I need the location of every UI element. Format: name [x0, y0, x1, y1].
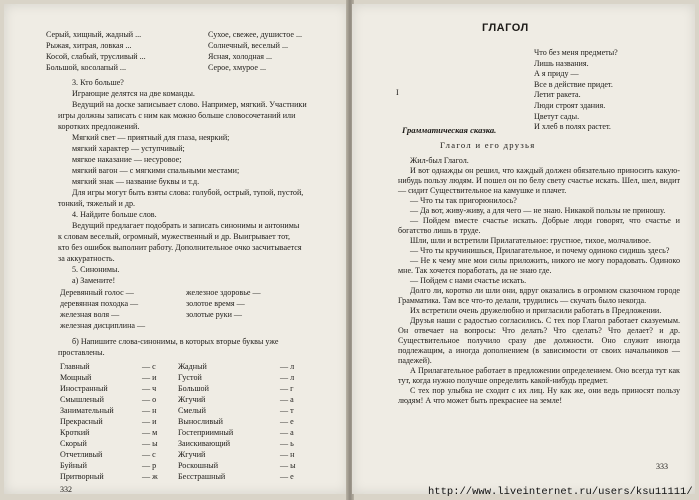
poem-line: Все в действие придет. [534, 79, 613, 89]
page-number-left: 332 [60, 485, 72, 494]
replace-right: железное здоровье — [186, 288, 261, 297]
story-paragraph: Долго ли, коротко ли шли они, вдруг оказались в огромном сказочном городе Грамматика. Там все что-то делали, трудились — скучать было некогда. [398, 286, 680, 305]
story-paragraph: С тех пор улыбка не сходит с их лиц. Ну как же, они ведь приносят пользу людям! А что может быть прекраснее на земле! [398, 386, 680, 405]
text-line: тонкий, тяжелый и др. [58, 199, 136, 208]
text-line: Играющие делятся на две команды. [72, 89, 195, 98]
synonym-row: Кроткий — м Гостеприимный — а [60, 428, 294, 437]
story-paragraph: Их встретили очень дружелюбно и пригласили работать в Предложении. [410, 306, 662, 315]
story-paragraph: — Пойдем вместе счастье искать. Добрые люди говорят, что счастье и богатство лишь в труде. [398, 216, 680, 235]
pair-right: Серое, хмурое ... [208, 63, 267, 72]
synonym-row: Занимательный — н Смелый — т [60, 406, 294, 415]
pair-left: Рыжая, хитрая, ловкая ... [46, 41, 132, 50]
heading-5a: а) Замените! [72, 276, 116, 285]
synonym-row: Скорый — ы Заискивающий — ь [60, 439, 294, 448]
replace-right: золотое время — [186, 299, 245, 308]
poem-line: Люди строят здания. [534, 100, 606, 110]
page-title: ГЛАГОЛ [482, 22, 529, 34]
text-line: к словам веселый, огромный, мужественный и др. Выигрывает тот, [58, 232, 290, 241]
text-line: мягкое наказание — несуровое; [72, 155, 182, 164]
pair-right: Ясная, холодная ... [208, 52, 273, 61]
synonym-row: Мощный — и Густой — л [60, 373, 295, 382]
synonym-row: Смышленый — о Жгучий — а [60, 395, 294, 404]
text-line: Мягкий свет — приятный для глаза, неяркий; [72, 133, 230, 142]
synonym-row: Прекрасный — и Выносливый — е [60, 417, 294, 426]
poem-line: И хлеб в полях растет. [534, 122, 611, 132]
story-paragraph: — Да вот, живу-живу, а для чего — не знаю. Никакой пользы не приношу. [410, 206, 666, 215]
watermark-url: http://www.liveinternet.ru/users/ksu11111/ [428, 486, 693, 498]
poem-line: Что без меня предметы? [534, 48, 618, 57]
synonym-row: Буйный — р Роскошный — ы [60, 461, 296, 470]
pair-left: Серый, хищный, жадный ... [46, 30, 142, 39]
story-paragraph: А Прилагательное работает в предложении определением. Оно всегда тут как тут, когда нужно получше определить какой-нибудь предмет. [398, 366, 680, 385]
synonym-row: Иностранный — ч Большой — г [60, 384, 294, 393]
poem-line: Лишь названия. [534, 58, 589, 68]
story-text [398, 156, 680, 406]
text-line: за аккуратность. [58, 254, 115, 263]
story-paragraph: — Что ты так пригорюнилось? [410, 196, 517, 205]
pair-left: Косой, слабый, трусливый ... [46, 52, 146, 61]
text-line: мягкий знак — название буквы и т.д. [72, 177, 200, 186]
replace-left: железная воля — [60, 310, 120, 319]
pair-right: Солнечный, веселый ... [208, 41, 289, 50]
subtitle-tale: Грамматическая сказка. [402, 125, 497, 135]
story-paragraph: Жил-был Глагол. [410, 156, 469, 165]
text-line: коротких предложений. [58, 122, 140, 131]
heading-5: 5. Синонимы. [72, 265, 120, 274]
text-line: Для игры могут быть взяты слова: голубой, острый, тупой, пустой, [72, 188, 304, 197]
text-line: мягкий характер — уступчивый; [72, 144, 185, 153]
text-line: Ведущий предлагает подобрать и записать синонимы и антонимы [72, 221, 300, 230]
story-paragraph: Шли, шли и встретили Прилагательное: грустное, тихое, молчаливое. [410, 236, 651, 245]
poem [534, 48, 618, 133]
subtitle-story: Глагол и его друзья [440, 140, 536, 150]
text-line: Ведущий на доске записывает слово. Например, мягкий. Участники [72, 100, 307, 109]
poem-line: Цветут сады. [534, 111, 580, 121]
story-paragraph: — Что ты кручинишься, Прилагательное, и почему одиноко сидишь здесь? [410, 246, 670, 255]
heading-3: 3. Кто больше? [72, 78, 124, 87]
synonym-row: Главный — с Жадный — л [60, 362, 295, 371]
replace-left: железная дисциплина — [60, 321, 146, 330]
pair-right: Сухое, свежее, душистое ... [208, 30, 303, 39]
story-paragraph: — Не к чему мне мои силы приложить, никого не могу порадовать. Одиноко мне. Так хочется поработать, да не знаю где. [398, 256, 680, 275]
page-number-right: 333 [656, 462, 668, 471]
heading-4: 4. Найдите больше слов. [72, 210, 157, 219]
text-line: игры должны записать с ним как можно больше словосочетаний или [58, 111, 296, 120]
replace-left: деревянная походка — [60, 299, 139, 308]
text-line: проставлены. [58, 348, 105, 357]
replace-left: Деревянный голос — [60, 288, 134, 297]
pair-left: Большой, косолапый ... [46, 63, 126, 72]
replace-right: золотые руки — [186, 310, 243, 319]
story-paragraph: И вот однажды он решил, что каждый должен обязательно приносить какую-нибудь пользу людям. И пошел он по белу свету счастье искать. Шел, шел, видит — сидит Существительное на камушке и плачет. [398, 166, 680, 195]
heading-5b: б) Напишите слова-синонимы, в которых вторые буквы уже [72, 337, 279, 346]
synonym-row: Отчетливый — с Жгучий — н [60, 450, 295, 459]
margin-mark: I [396, 88, 399, 97]
poem-line: Летит ракета. [534, 90, 581, 100]
story-paragraph: Друзья наши с радостью согласились. С тех пор Глагол работает сказуемым. Он отвечает на вопросы: Что делать? Что сделать? Что делает? и др. Существительное получило сразу две должности. Оно служит иногда подлежащим, а иногда дополнением (в зависимости от своих начальников — падежей). [398, 316, 680, 365]
story-paragraph: — Пойдем с нами счастье искать. [410, 276, 527, 285]
synonym-row: Притворный — ж Бесстрашный — е [60, 472, 294, 481]
poem-line: А я приду — [534, 69, 579, 79]
text-line: кто без ошибок выполнит работу. Дополнительное очко засчитывается [58, 243, 302, 252]
text-line: мягкий вагон — с мягкими спальными местами; [72, 166, 240, 175]
